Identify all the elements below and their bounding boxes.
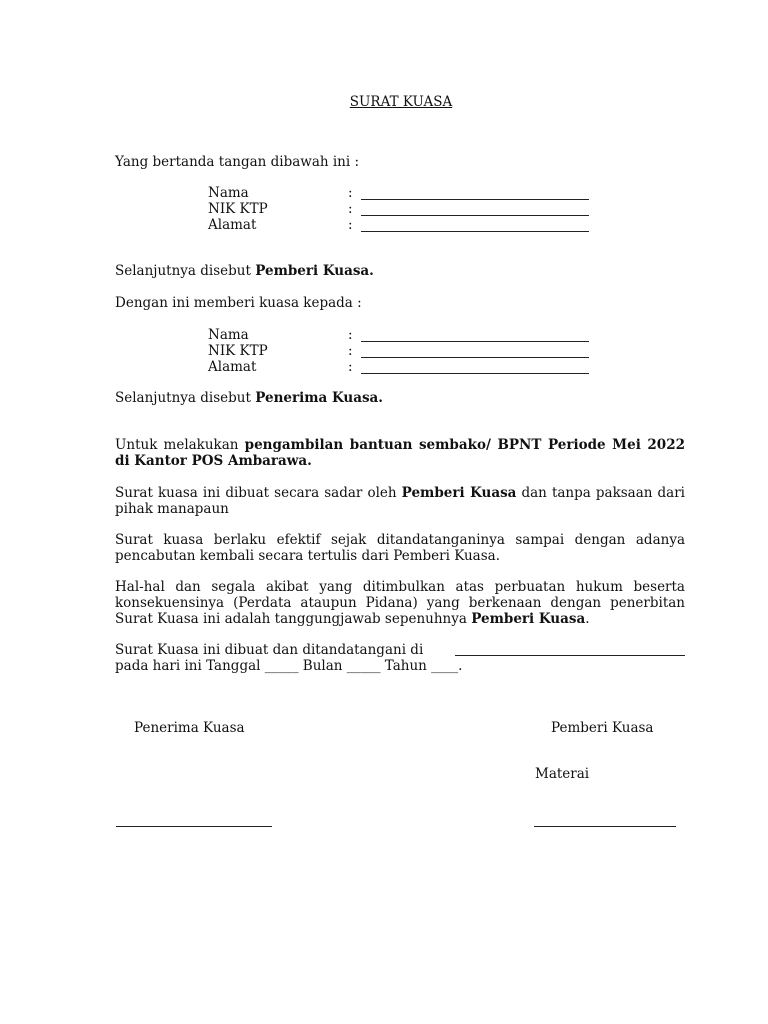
- paragraph-text: .: [585, 611, 590, 627]
- statement-bold: Pemberi Kuasa.: [255, 263, 374, 279]
- field-colon: :: [348, 217, 353, 233]
- pemberi-kuasa-statement: [115, 263, 374, 279]
- penerima-nama-blank[interactable]: [361, 341, 589, 342]
- place-line: [115, 642, 423, 658]
- document-title: SURAT KUASA: [349, 94, 453, 110]
- field-label-nik: NIK KTP: [208, 201, 268, 217]
- penerima-kuasa-statement: [115, 390, 383, 406]
- field-label-nik: NIK KTP: [208, 343, 268, 359]
- pemberi-nik-blank[interactable]: [361, 215, 589, 216]
- penerima-nik-blank[interactable]: [361, 357, 589, 358]
- pemberi-alamat-blank[interactable]: [361, 231, 589, 232]
- field-label-alamat: Alamat: [208, 217, 257, 233]
- paragraph-bold: Pemberi Kuasa: [471, 611, 586, 627]
- paragraph-voluntary: [115, 485, 685, 517]
- place-text: Surat Kuasa ini dibuat dan ditandatangani di: [115, 642, 424, 658]
- field-label-nama: Nama: [208, 185, 249, 201]
- intro-text: Yang bertanda tangan dibawah ini :: [115, 154, 360, 170]
- field-label-alamat: Alamat: [208, 359, 257, 375]
- field-colon: :: [348, 327, 353, 343]
- memberi-text: Dengan ini memberi kuasa kepada :: [115, 295, 362, 311]
- pemberi-nama-blank[interactable]: [361, 199, 589, 200]
- paragraph-text: Hal-hal dan segala akibat yang ditimbulkan atas perbuatan hukum beserta konsekuensinya (Perdata ataupun Pidana) yang berkenaan dengan penerbitan Surat Kuasa ini adalah tanggungjawab sepenuhnya: [115, 579, 685, 627]
- statement-text: Selanjutnya disebut: [115, 263, 256, 279]
- statement-bold: Penerima Kuasa.: [255, 390, 384, 406]
- penerima-alamat-blank[interactable]: [361, 373, 589, 374]
- paragraph-text: Surat kuasa ini dibuat secara sadar oleh: [115, 485, 402, 501]
- materai-label: Materai: [535, 766, 590, 782]
- paragraph-text: dan tanpa paksaan dari pihak manapaun: [115, 485, 686, 517]
- place-blank[interactable]: [455, 655, 685, 656]
- statement-text: Selanjutnya disebut: [115, 390, 256, 406]
- purpose-paragraph: [115, 437, 685, 469]
- signature-line-penerima[interactable]: [116, 826, 272, 827]
- field-colon: :: [348, 343, 353, 359]
- field-colon: :: [348, 201, 353, 217]
- date-line: pada hari ini Tanggal _____ Bulan _____ Tahun ____.: [115, 658, 463, 674]
- signature-label-pemberi: Pemberi Kuasa: [551, 720, 654, 736]
- field-label-nama: Nama: [208, 327, 249, 343]
- field-colon: :: [348, 359, 353, 375]
- signature-line-pemberi[interactable]: [534, 826, 676, 827]
- signature-label-penerima: Penerima Kuasa: [134, 720, 245, 736]
- purpose-text: Untuk melakukan: [115, 437, 245, 453]
- paragraph-effective: Surat kuasa berlaku efektif sejak ditandatanganinya sampai dengan adanya pencabutan kembali secara tertulis dari Pemberi Kuasa.: [115, 532, 685, 564]
- paragraph-responsibility: [115, 579, 685, 627]
- field-colon: :: [348, 185, 353, 201]
- purpose-bold: pengambilan bantuan sembako/ BPNT Periode Mei 2022 di Kantor POS Ambarawa.: [115, 437, 685, 469]
- paragraph-bold: Pemberi Kuasa: [401, 485, 517, 501]
